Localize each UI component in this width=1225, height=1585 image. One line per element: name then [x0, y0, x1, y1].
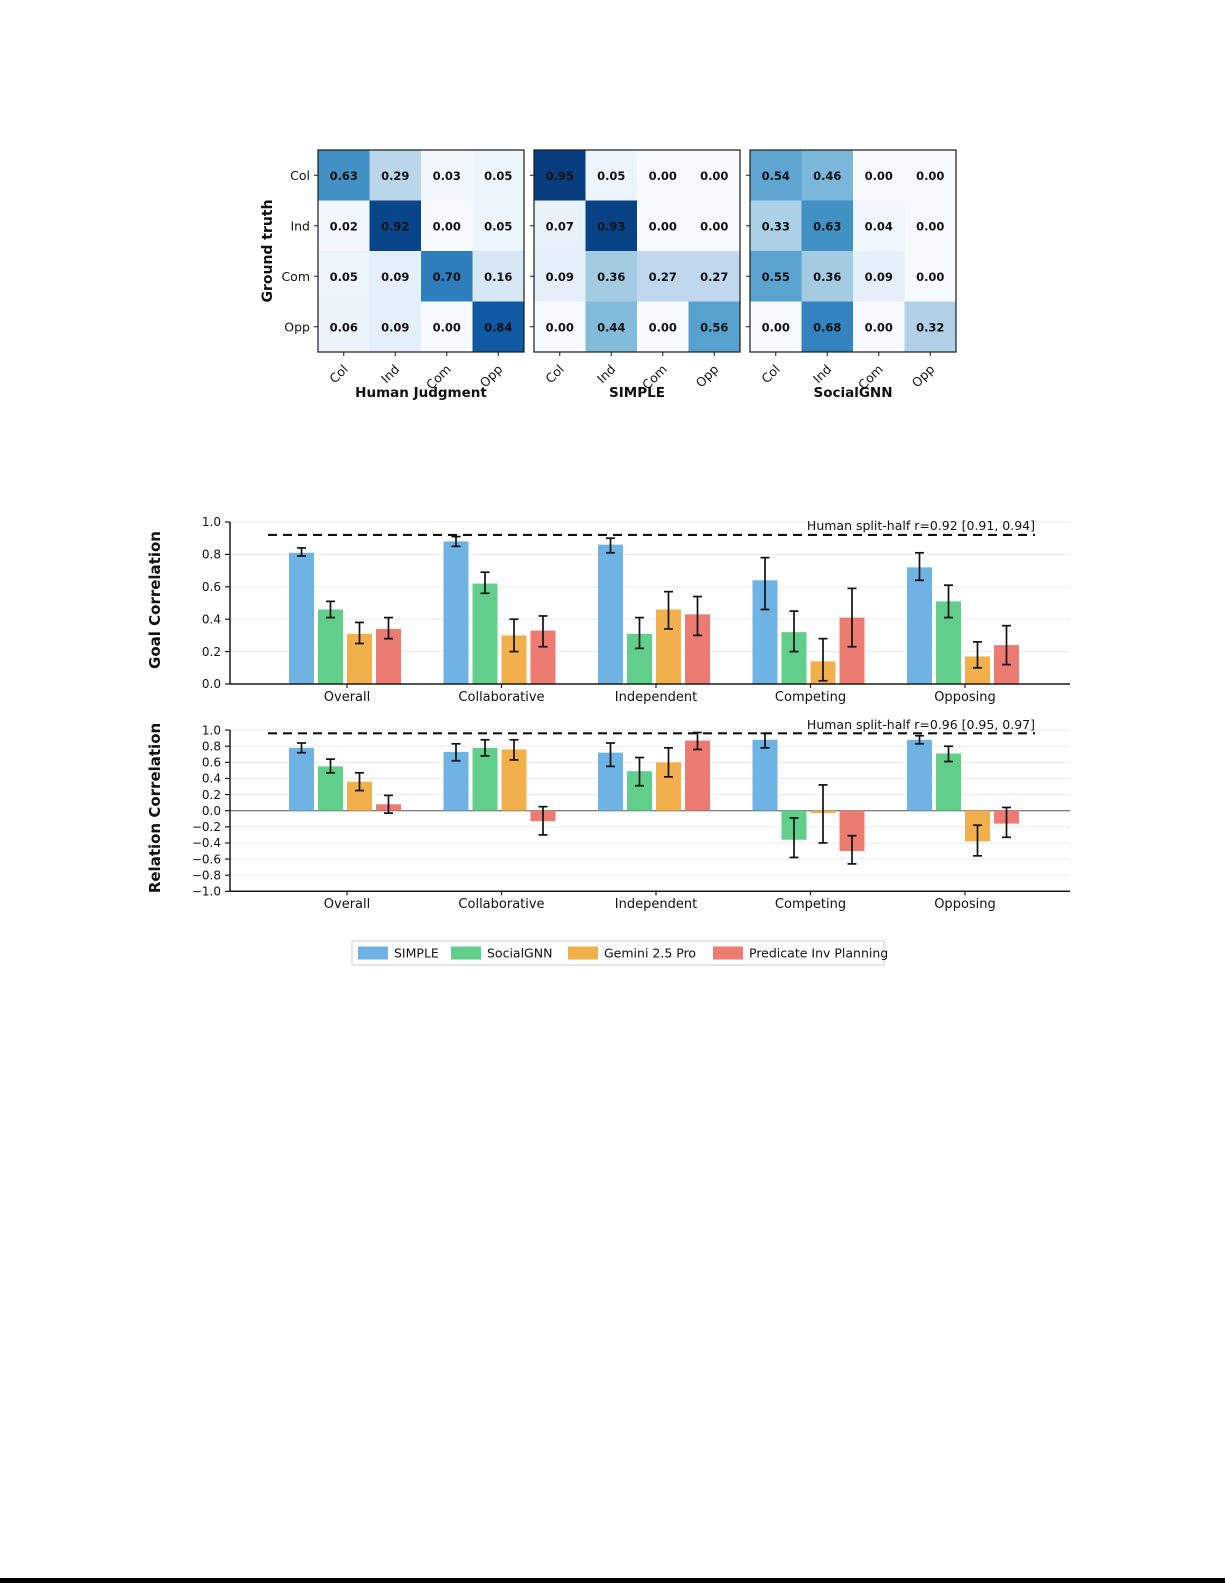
bar-simple: [753, 740, 778, 811]
heatmap-cell-value: 0.63: [329, 168, 358, 183]
confusion-matrix: [530, 150, 740, 401]
heatmap-cell-value: 0.92: [381, 219, 410, 234]
heatmap-cell-value: 0.00: [864, 320, 893, 335]
legend-label: SocialGNN: [487, 945, 553, 961]
heatmap-title: SocialGNN: [813, 385, 893, 401]
heatmap-cell-value: 0.32: [916, 320, 945, 335]
heatmap-cell-value: 0.56: [700, 320, 729, 335]
heatmap-cell-value: 0.05: [484, 168, 513, 183]
heatmap-cell-value: 0.05: [597, 168, 626, 183]
heatmap-cell-value: 0.70: [432, 269, 461, 284]
heatmap-cell-value: 0.00: [864, 168, 893, 183]
heatmap-cell-value: 0.27: [648, 269, 677, 284]
heatmap-col-label: Opp: [692, 361, 722, 391]
heatmap-cell-value: 0.63: [813, 219, 842, 234]
heatmap-cell-value: 0.03: [432, 168, 461, 183]
confusion-matrix: [746, 150, 956, 401]
heatmap-cell-value: 0.00: [700, 219, 729, 234]
y-tick-label: −0.6: [191, 852, 221, 867]
heatmap-cell-value: 0.09: [864, 269, 893, 284]
y-tick-label: 0.6: [201, 580, 221, 594]
y-tick-label: 1.0: [201, 723, 221, 738]
heatmap-cell-value: 0.09: [545, 269, 574, 284]
heatmap-col-label: Opp: [908, 361, 938, 391]
heatmap-cell-value: 0.04: [864, 219, 893, 234]
legend-swatch: [713, 947, 743, 960]
heatmap-cell-value: 0.00: [700, 168, 729, 183]
heatmap-title: Human Judgment: [355, 385, 487, 401]
y-tick-label: 0.2: [201, 787, 221, 802]
bar-simple: [289, 553, 314, 684]
ref-line-label: Human split-half r=0.92 [0.91, 0.94]: [806, 518, 1035, 533]
category-label: Opposing: [934, 897, 996, 912]
heatmap-cell-value: 0.44: [597, 320, 626, 335]
y-tick-label: −0.4: [191, 836, 221, 851]
heatmap-row-label: Ind: [290, 218, 310, 234]
heatmap-cell-value: 0.00: [545, 320, 574, 335]
category-label: Overall: [323, 897, 371, 912]
heatmap-row-label: Opp: [284, 319, 310, 335]
category-label: Overall: [323, 690, 371, 705]
heatmap-col-label: Ind: [593, 361, 619, 386]
heatmap-cell-value: 0.00: [761, 320, 790, 335]
page-bottom-rule: [0, 1578, 1225, 1583]
heatmap-col-label: Col: [758, 361, 783, 387]
heatmap-cell-value: 0.55: [761, 269, 790, 284]
heatmap-cell-value: 0.00: [648, 219, 677, 234]
heatmap-cell-value: 0.02: [329, 219, 358, 234]
chart-ylabel: Goal Correlation: [146, 531, 164, 669]
heatmap-row-label: Col: [290, 167, 310, 183]
legend-label: Gemini 2.5 Pro: [604, 945, 697, 961]
legend-label: SIMPLE: [394, 945, 439, 961]
y-tick-label: 1.0: [201, 515, 221, 530]
confusion-matrix: [260, 150, 524, 401]
category-label: Independent: [614, 897, 698, 912]
category-label: Competing: [774, 690, 847, 705]
heatmap-cell-value: 0.06: [329, 320, 358, 335]
bar-socialgnn: [473, 584, 498, 684]
heatmap-cell-value: 0.07: [545, 219, 574, 234]
heatmap-cell-value: 0.29: [381, 168, 410, 183]
heatmap-cell-value: 0.00: [916, 219, 945, 234]
y-tick-label: 0.0: [201, 677, 221, 692]
heatmap-col-label: Col: [326, 361, 351, 387]
heatmap-cell-value: 0.05: [329, 269, 358, 284]
legend-swatch: [358, 947, 388, 960]
chart-ylabel: Relation Correlation: [146, 722, 164, 894]
heatmap-col-label: Col: [542, 361, 567, 387]
heatmap-cell-value: 0.00: [916, 269, 945, 284]
bar-predicate-inv-planning: [685, 741, 710, 811]
heatmap-cell-value: 0.36: [597, 269, 626, 284]
heatmap-cell-value: 0.00: [648, 320, 677, 335]
y-tick-label: 0.8: [201, 739, 221, 754]
heatmap-cell-value: 0.46: [813, 168, 842, 183]
heatmap-cell-value: 0.16: [484, 269, 513, 284]
heatmap-cell-value: 0.09: [381, 320, 410, 335]
category-label: Independent: [614, 690, 698, 705]
category-label: Collaborative: [458, 690, 545, 705]
heatmap-cell-value: 0.95: [545, 168, 574, 183]
heatmap-cell-value: 0.09: [381, 269, 410, 284]
heatmap-cell-value: 0.54: [761, 168, 790, 183]
legend-swatch: [568, 947, 598, 960]
y-tick-label: −0.2: [191, 820, 221, 835]
heatmap-cell-value: 0.00: [432, 320, 461, 335]
heatmap-col-label: Com: [423, 361, 454, 393]
bar-socialgnn: [473, 748, 498, 811]
bar-simple: [598, 545, 623, 684]
heatmap-cell-value: 0.00: [432, 219, 461, 234]
heatmap-row-label: Com: [281, 268, 310, 284]
y-tick-label: 0.4: [201, 771, 221, 786]
heatmap-cell-value: 0.27: [700, 269, 729, 284]
bar-chart: [146, 515, 1070, 705]
heatmap-cell-value: 0.05: [484, 219, 513, 234]
y-tick-label: 0.4: [201, 612, 221, 627]
category-label: Collaborative: [458, 897, 545, 912]
heatmap-col-label: Com: [855, 361, 886, 393]
y-tick-label: 0.8: [201, 547, 221, 562]
category-label: Competing: [774, 897, 847, 912]
heatmap-title: SIMPLE: [609, 385, 665, 401]
heatmap-ylabel: Ground truth: [260, 199, 276, 303]
heatmap-col-label: Com: [639, 361, 670, 393]
ref-line-label: Human split-half r=0.96 [0.95, 0.97]: [806, 717, 1035, 732]
heatmap-col-label: Ind: [809, 361, 835, 386]
bar-socialgnn: [318, 609, 343, 684]
bar-simple: [907, 567, 932, 684]
heatmap-cell-value: 0.36: [813, 269, 842, 284]
heatmap-cell-value: 0.00: [648, 168, 677, 183]
y-tick-label: −1.0: [191, 884, 221, 899]
bar-simple: [907, 740, 932, 811]
bar-simple: [289, 748, 314, 811]
figure-legend: [352, 941, 888, 965]
heatmap-cell-value: 0.33: [761, 219, 790, 234]
heatmap-cell-value: 0.93: [597, 219, 626, 234]
heatmap-cell-value: 0.68: [813, 320, 842, 335]
legend-label: Predicate Inv Planning: [749, 945, 889, 961]
heatmap-cell-value: 0.84: [484, 320, 513, 335]
bar-simple: [444, 541, 469, 684]
y-tick-label: 0.2: [201, 644, 221, 659]
bar-chart: [146, 717, 1070, 912]
legend-swatch: [451, 947, 481, 960]
heatmap-col-label: Ind: [377, 361, 403, 386]
y-tick-label: 0.0: [201, 803, 221, 818]
category-label: Opposing: [934, 690, 996, 705]
y-tick-label: 0.6: [201, 755, 221, 770]
heatmap-col-label: Opp: [476, 361, 506, 391]
y-tick-label: −0.8: [191, 868, 221, 883]
heatmap-cell-value: 0.00: [916, 168, 945, 183]
